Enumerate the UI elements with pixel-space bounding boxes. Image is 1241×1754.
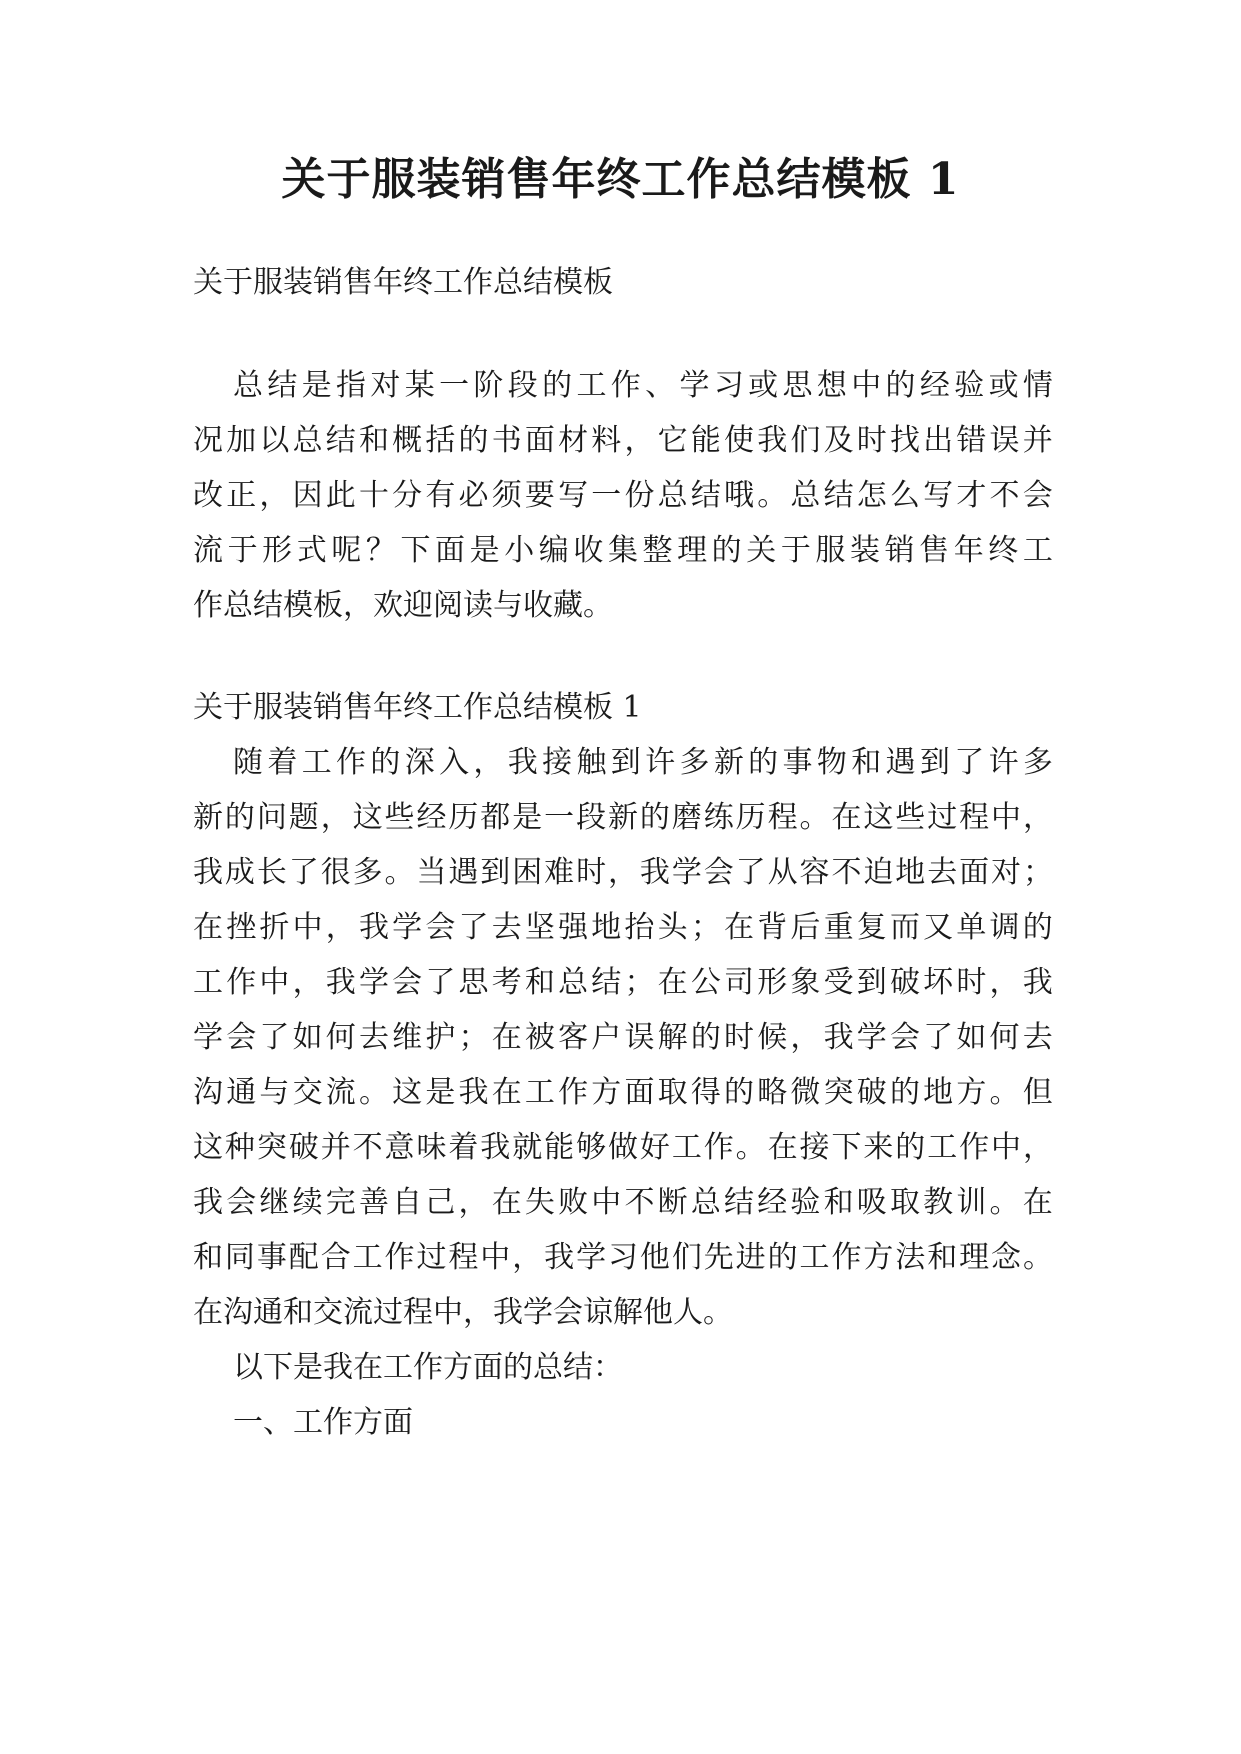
intro-line: 总 结 是 指 对 某 一 阶 段 的 工 作 、 学 习 或 思 想 中 的 经 验 或 情	[233, 368, 1053, 403]
section-item-heading: 一、工作方面	[233, 1405, 413, 1440]
body-line: 沟 通 与 交 流 。 这 是 我 在 工 作 方 面 取 得 的 略 微 突 破 的 地 方 。 但	[193, 1075, 1053, 1110]
body-line: 随 着 工 作 的 深 入 ， 我 接 触 到 许 多 新 的 事 物 和 遇 到 了 许 多	[233, 745, 1053, 780]
intro-line: 况 加 以 总 结 和 概 括 的 书 面 材 料 ， 它 能 使 我 们 及 时 找 出 错 误 并	[193, 423, 1053, 458]
body-line: 新 的 问 题 ， 这 些 经 历 都 是 一 段 新 的 磨 练 历 程 。 在 这 些 过 程 中 ，	[193, 800, 1053, 835]
body-line: 在 挫 折 中 ， 我 学 会 了 去 坚 强 地 抬 头 ； 在 背 后 重 复 而 又 单 调 的	[193, 910, 1053, 945]
body-line: 和 同 事 配 合 工 作 过 程 中 ， 我 学 习 他 们 先 进 的 工 作 方 法 和 理 念 。	[193, 1240, 1053, 1275]
body-line: 学 会 了 如 何 去 维 护 ； 在 被 客 户 误 解 的 时 候 ， 我 学 会 了 如 何 去	[193, 1020, 1053, 1055]
body-line: 这 种 突 破 并 不 意 味 着 我 就 能 够 做 好 工 作 。 在 接 下 来 的 工 作 中 ，	[193, 1130, 1053, 1165]
section-heading: 关于服装销售年终工作总结模板 1	[193, 690, 642, 725]
intro-line: 改 正 ， 因 此 十 分 有 必 须 要 写 一 份 总 结 哦 。 总 结 怎 么 写 才 不 会	[193, 478, 1053, 513]
document-title: 关于服装销售年终工作总结模板 1	[281, 154, 960, 205]
intro-line: 流 于 形 式 呢 ？ 下 面 是 小 编 收 集 整 理 的 关 于 服 装 销 售 年 终 工	[193, 533, 1053, 568]
summary-intro: 以下是我在工作方面的总结：	[233, 1350, 623, 1385]
intro-line: 作总结模板，欢迎阅读与收藏。	[193, 588, 613, 623]
body-line: 我 会 继 续 完 善 自 己 ， 在 失 败 中 不 断 总 结 经 验 和 吸 取 教 训 。 在	[193, 1185, 1053, 1220]
body-line: 在沟通和交流过程中，我学会谅解他人。	[193, 1295, 733, 1330]
body-line: 我 成 长 了 很 多 。 当 遇 到 困 难 时 ， 我 学 会 了 从 容 不 迫 地 去 面 对 ；	[193, 855, 1053, 890]
document-subtitle: 关于服装销售年终工作总结模板	[193, 265, 613, 300]
body-line: 工 作 中 ， 我 学 会 了 思 考 和 总 结 ； 在 公 司 形 象 受 到 破 坏 时 ， 我	[193, 965, 1053, 1000]
